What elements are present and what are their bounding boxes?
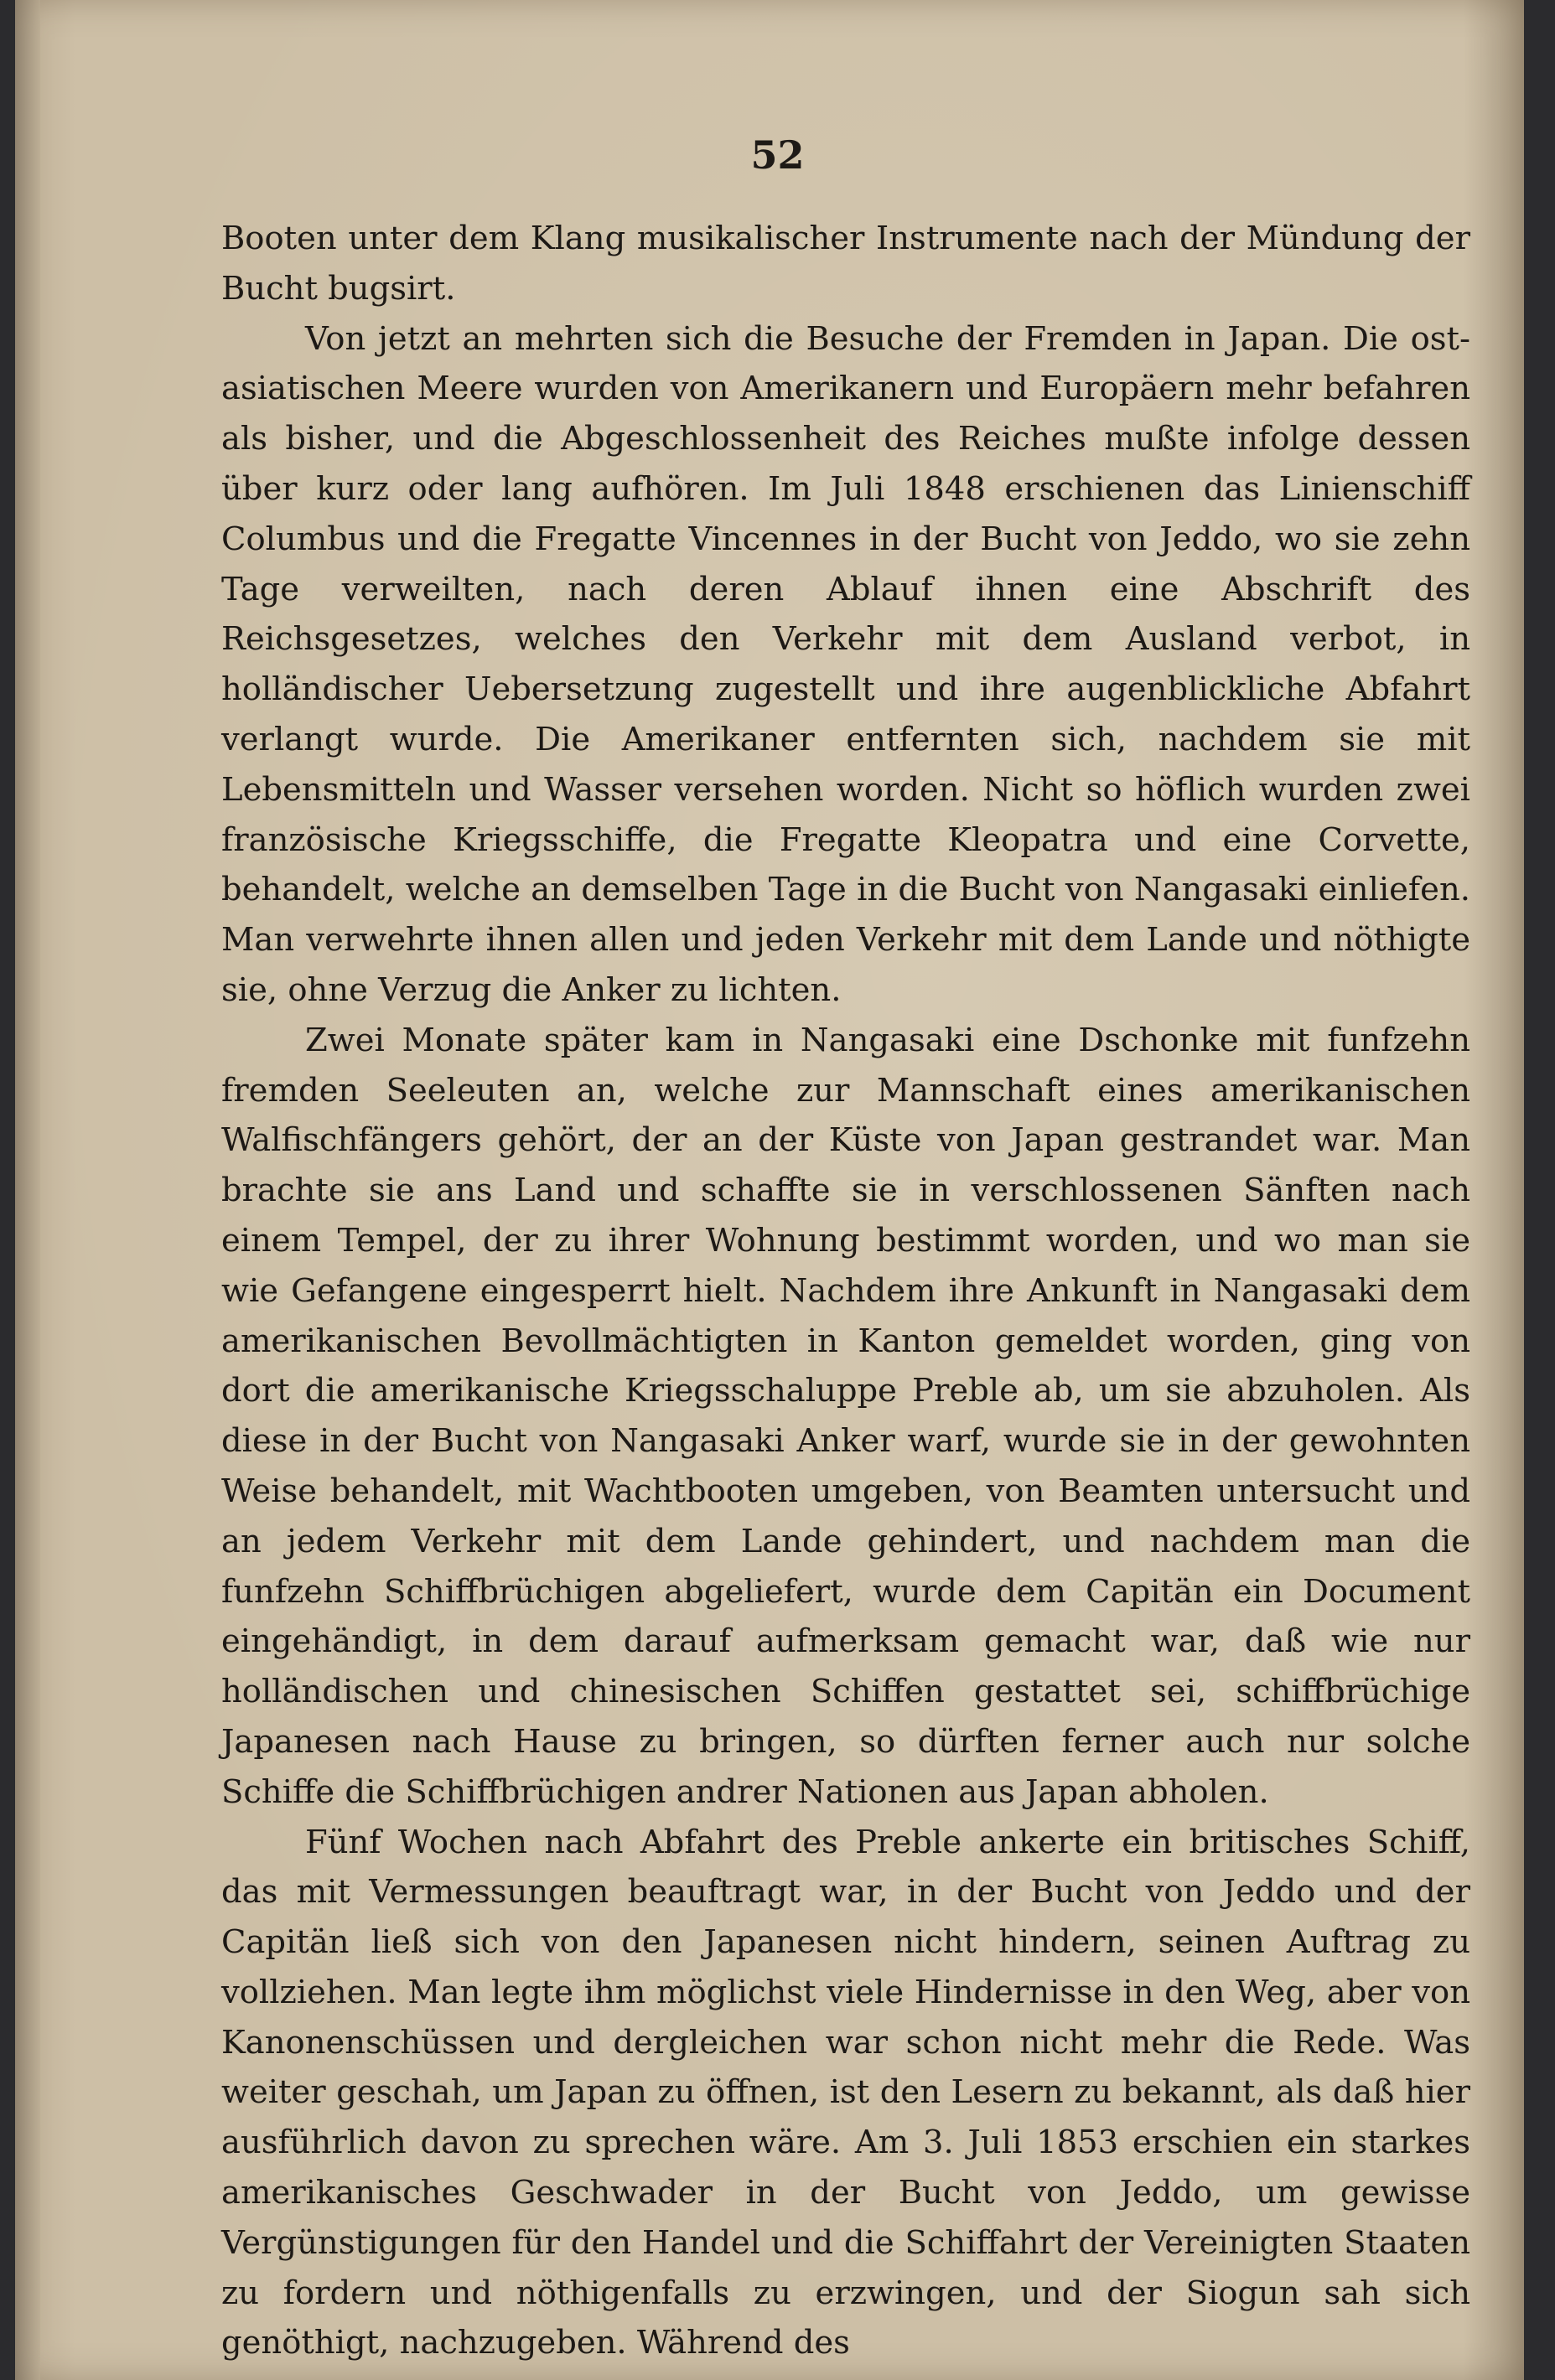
paragraph: Fünf Wochen nach Abfahrt des Preble ankerte ein britisches Schiff, das mit Vermessungen beauftragt war, in der Bucht von Jeddo und der Capitän ließ sich von den Japanesen nicht hindern, seinen Auftrag zu vollziehen. Man legte ihm möglichst viele Hindernisse in den Weg, aber von Kanonenschüssen und dergleichen war schon nicht mehr die Rede. Was weiter geschah, um Japan zu öffnen, ist den Lesern zu bekannt, als daß hier ausführlich davon zu sprechen wäre. Am 3. Juli 1853 erschien ein starkes amerikanisches Geschwader in der Bucht von Jeddo, um gewisse Vergünstigungen für den Handel und die Schiffahrt der Vereinigten Staaten zu fordern und nöthigenfalls zu erzwingen, und der Siogun sah sich genöthigt, nachzugeben. Während des: [221, 1823, 1470, 2362]
page-binding-shadow: [15, 0, 40, 2380]
paragraph: Von jetzt an mehrten sich die Besuche der Fremden in Japan. Die ost-asiatischen Meere wurden von Amerikanern und Europäern mehr befahren als bisher, und die Abgeschlossenheit des Reiches mußte infolge dessen über kurz oder lang aufhören. Im Juli 1848 erschienen das Linienschiff Columbus und die Fregatte Vincennes in der Bucht von Jeddo, wo sie zehn Tage verweilten, nach deren Ablauf ihnen eine Abschrift des Reichsgesetzes, welches den Verkehr mit dem Ausland verbot, in holländischer Uebersetzung zugestellt und ihre augenblickliche Abfahrt verlangt wurde. Die Amerikaner entfernten sich, nachdem sie mit Lebensmitteln und Wasser versehen worden. Nicht so höflich wurden zwei französische Kriegsschiffe, die Fregatte Kleopatra und eine Corvette, behandelt, welche an demselben Tage in die Bucht von Nangasaki einliefen. Man verwehrte ihnen allen und jeden Verkehr mit dem Lande und nöthigte sie, ohne Verzug die Anker zu lichten.: [221, 319, 1470, 1009]
paragraph: Zwei Monate später kam in Nangasaki eine Dschonke mit funfzehn fremden Seeleuten an, welche zur Mannschaft eines amerikanischen Walfischfängers gehört, der an der Küste von Japan gestrandet war. Man brachte sie ans Land und schaffte sie in verschlossenen Sänften nach einem Tempel, der zu ihrer Wohnung bestimmt worden, und wo man sie wie Gefangene eingesperrt hielt. Nachdem ihre Ankunft in Nangasaki dem amerikanischen Bevollmächtigten in Kanton gemeldet worden, ging von dort die amerikanische Kriegsschaluppe Preble ab, um sie abzuholen. Als diese in der Bucht von Nangasaki Anker warf, wurde sie in der gewohnten Weise behandelt, mit Wachtbooten umgeben, von Beamten untersucht und an jedem Verkehr mit dem Lande gehindert, und nachdem man die funfzehn Schiffbrüchigen abgeliefert, wurde dem Capitän ein Document eingehändigt, in dem darauf aufmerksam gemacht war, daß wie nur holländischen und chinesischen Schiffen gestattet sei, schiffbrüchige Japanesen nach Hause zu bringen, so dürften ferner auch nur solche Schiffe die Schiffbrüchigen andrer Nationen aus Japan abholen.: [221, 1021, 1470, 1811]
page-number: 52: [750, 132, 805, 178]
body-text: [221, 214, 1470, 2368]
paragraph-continuation: Booten unter dem Klang musikalischer Instrumente nach der Mündung der Bucht bugsirt.: [221, 220, 1470, 308]
